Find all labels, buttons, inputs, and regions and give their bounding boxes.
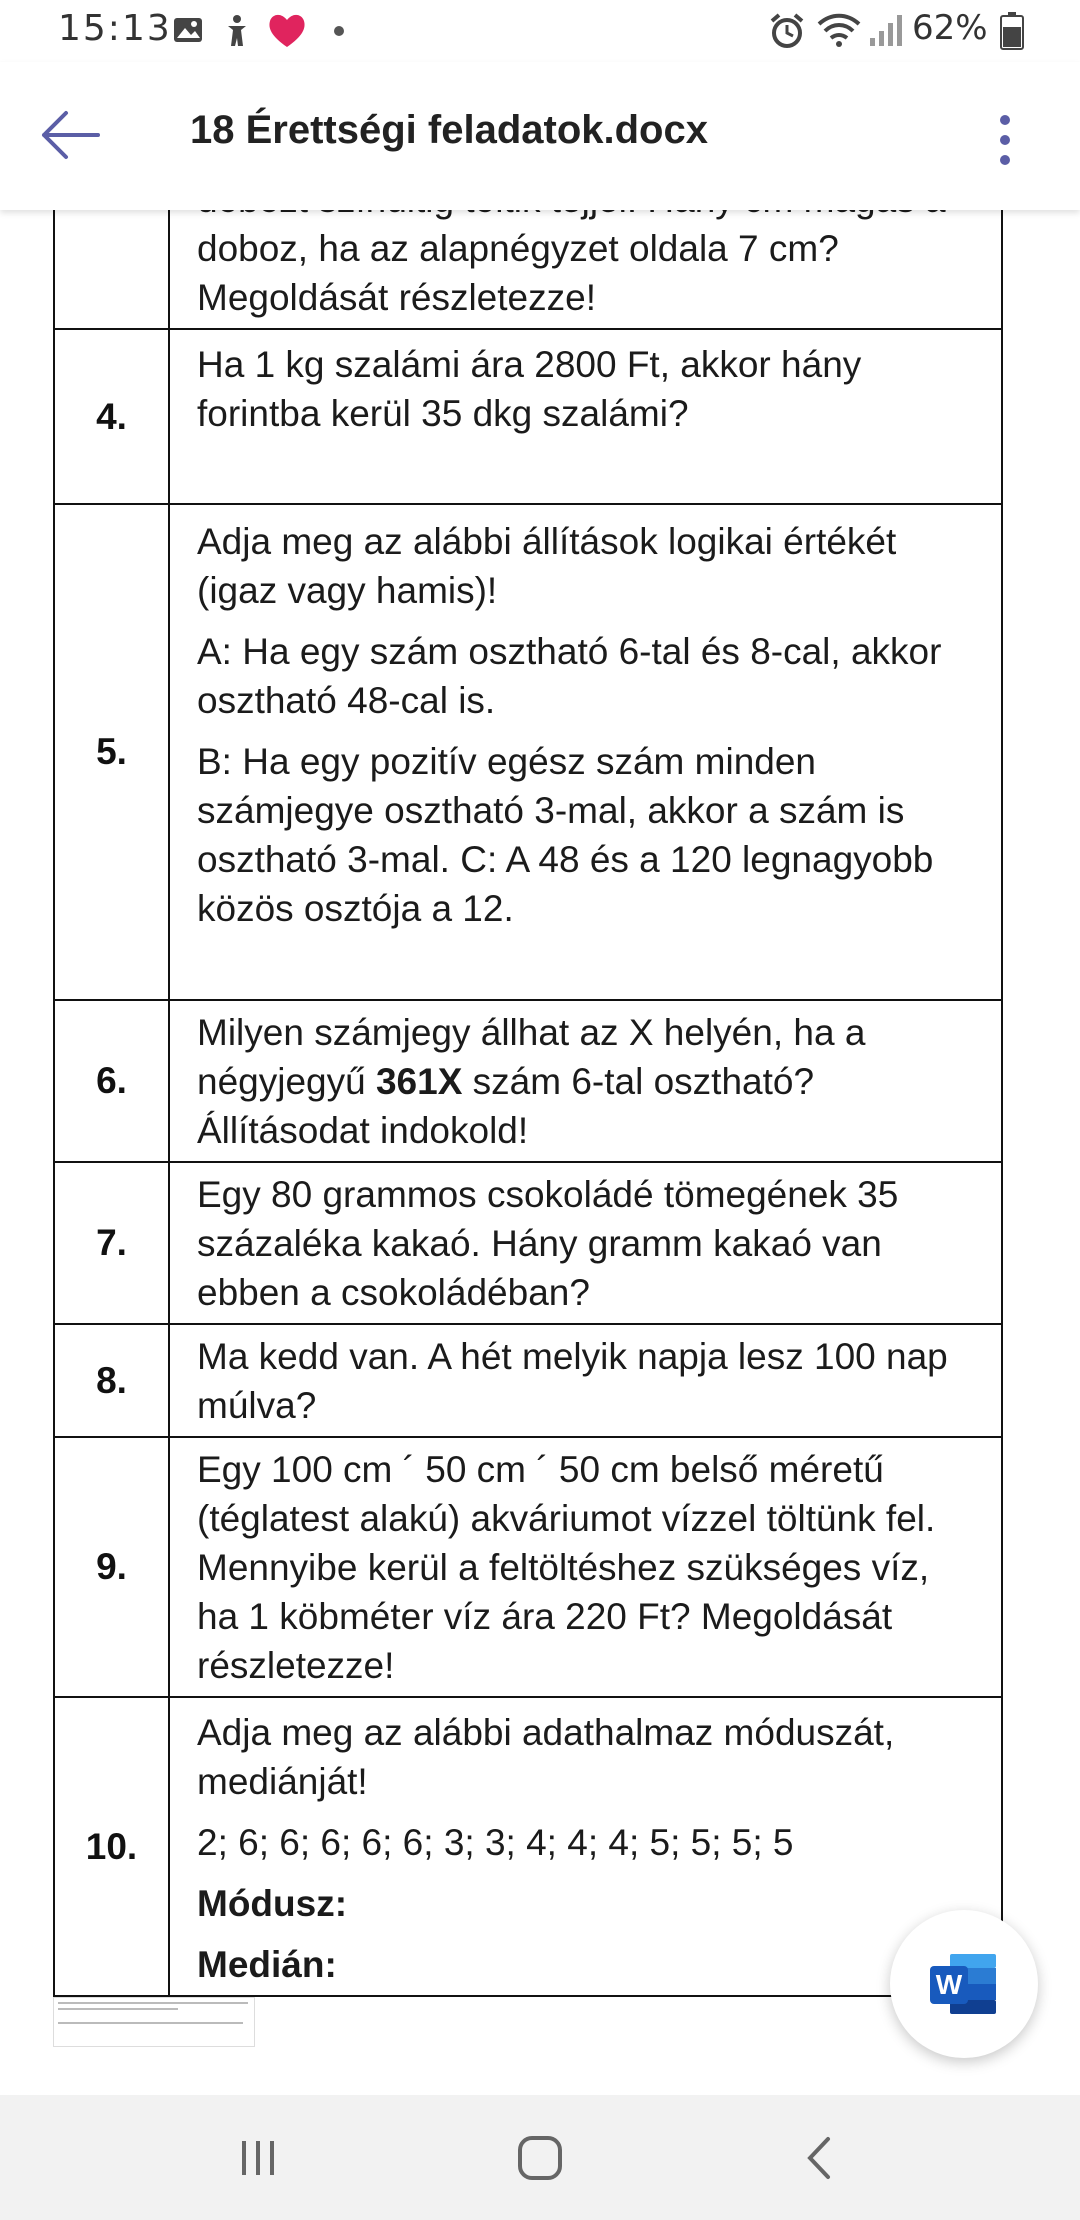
- task-number: 4.: [54, 329, 169, 504]
- task-paragraph: Egy 80 grammos csokoládé tömegének 35 százaléka kakaó. Hány gramm kakaó van ebben a csokoládéban?: [197, 1173, 899, 1313]
- alarm-icon: [768, 12, 806, 50]
- table-row: [54, 1000, 1002, 1162]
- task-number: 6.: [54, 1000, 169, 1162]
- notification-dot-icon: [332, 24, 346, 38]
- thumbnail-line: [58, 2002, 248, 2004]
- task-label: [197, 1940, 977, 1989]
- arrow-left-icon[interactable]: [36, 100, 106, 170]
- task-number: 7.: [54, 1162, 169, 1324]
- task-text: [169, 1437, 1002, 1697]
- task-text: [169, 1324, 1002, 1437]
- task-paragraph: [197, 1008, 977, 1155]
- task-paragraph: Ma kedd van. A hét melyik napja lesz 100 nap múlva?: [197, 1335, 948, 1426]
- document-title: 18 Érettségi feladatok.docx: [190, 108, 708, 152]
- task-text: [169, 1697, 1002, 1996]
- page-thumbnail[interactable]: [53, 1997, 255, 2047]
- open-in-word-button[interactable]: [890, 1910, 1038, 2058]
- thumbnail-line: [58, 2008, 178, 2010]
- task-paragraph: 2; 6; 6; 6; 6; 6; 3; 3; 4; 4; 4; 5; 5; 5; 5: [197, 1822, 794, 1863]
- task-number: 5.: [54, 504, 169, 1000]
- table-row: [54, 1162, 1002, 1324]
- word-letter: W: [935, 1969, 963, 2000]
- table-row: [54, 329, 1002, 504]
- home-icon[interactable]: [510, 2133, 570, 2183]
- task-text: [169, 329, 1002, 504]
- gallery-icon: [172, 14, 204, 46]
- task-text: [169, 1000, 1002, 1162]
- status-time: 15:13: [58, 8, 172, 49]
- task-number: 9.: [54, 1437, 169, 1697]
- task-number-bold: 361X: [375, 1060, 463, 1102]
- thumbnail-line: [58, 2022, 243, 2024]
- task-paragraph: B: Ha egy pozitív egész szám minden számjegye osztható 3-mal, akkor a szám is osztható 3-mal. C: A 48 és a 120 legnagyobb közös osztója a 12.: [197, 741, 934, 929]
- task-paragraph: Egy 100 cm ´ 50 cm ´ 50 cm belső méretű (téglatest alakú) akváriumot vízzel töltünk fel. Mennyibe kerül a feltöltéshez szükséges víz, ha 1 köbméter víz ára 220 Ft? Megoldását részletezze!: [197, 1448, 936, 1686]
- table-row: [54, 1437, 1002, 1697]
- task-paragraph: Adja meg az alábbi adathalmaz móduszát, mediánját!: [197, 1712, 895, 1802]
- task-paragraph: doboz, ha az alapnégyzet oldala 7 cm? Megoldását részletezze!: [197, 228, 839, 318]
- task-table: [53, 130, 1003, 1997]
- battery-percent: 62%: [912, 8, 988, 48]
- table-row: [54, 504, 1002, 1000]
- task-paragraph: Ha 1 kg szalámi ára 2800 Ft, akkor hány forintba kerül 35 dkg szalámi?: [197, 344, 862, 434]
- task-paragraph: A: Ha egy szám osztható 6-tal és 8-cal, akkor osztható 48-cal is.: [197, 631, 942, 721]
- table-row: [54, 1697, 1002, 1996]
- task-paragraph: Adja meg az alábbi állítások logikai értékét (igaz vagy hamis)!: [197, 521, 897, 611]
- task-number: 8.: [54, 1324, 169, 1437]
- task-text-part: szám 6-tal osztható? Állításodat indokold!: [197, 1060, 815, 1151]
- nav-back-icon[interactable]: [790, 2133, 850, 2183]
- status-bar: [0, 0, 1080, 62]
- word-app-icon: [890, 1910, 1038, 2058]
- median-label: Medián:: [197, 1944, 337, 1985]
- task-label: [197, 1879, 977, 1928]
- app-bar: [0, 62, 1080, 210]
- more-vertical-icon[interactable]: [985, 110, 1025, 170]
- task-text: [169, 504, 1002, 1000]
- document-viewer[interactable]: [0, 210, 1080, 2095]
- task-text-part: Milyen számjegy állhat az X helyén, ha a négyjegyű: [197, 1011, 866, 1102]
- battery-icon: [1000, 12, 1024, 50]
- table-row: [54, 1324, 1002, 1437]
- signal-icon: [868, 12, 904, 48]
- heart-icon: [266, 10, 308, 50]
- wifi-icon: [816, 12, 862, 48]
- task-text: [169, 1162, 1002, 1324]
- task-number: 10.: [54, 1697, 169, 1996]
- navigation-bar: [0, 2095, 1080, 2220]
- recent-apps-icon[interactable]: [228, 2133, 288, 2183]
- modus-label: Módusz:: [197, 1883, 348, 1924]
- accessibility-icon: [222, 14, 252, 48]
